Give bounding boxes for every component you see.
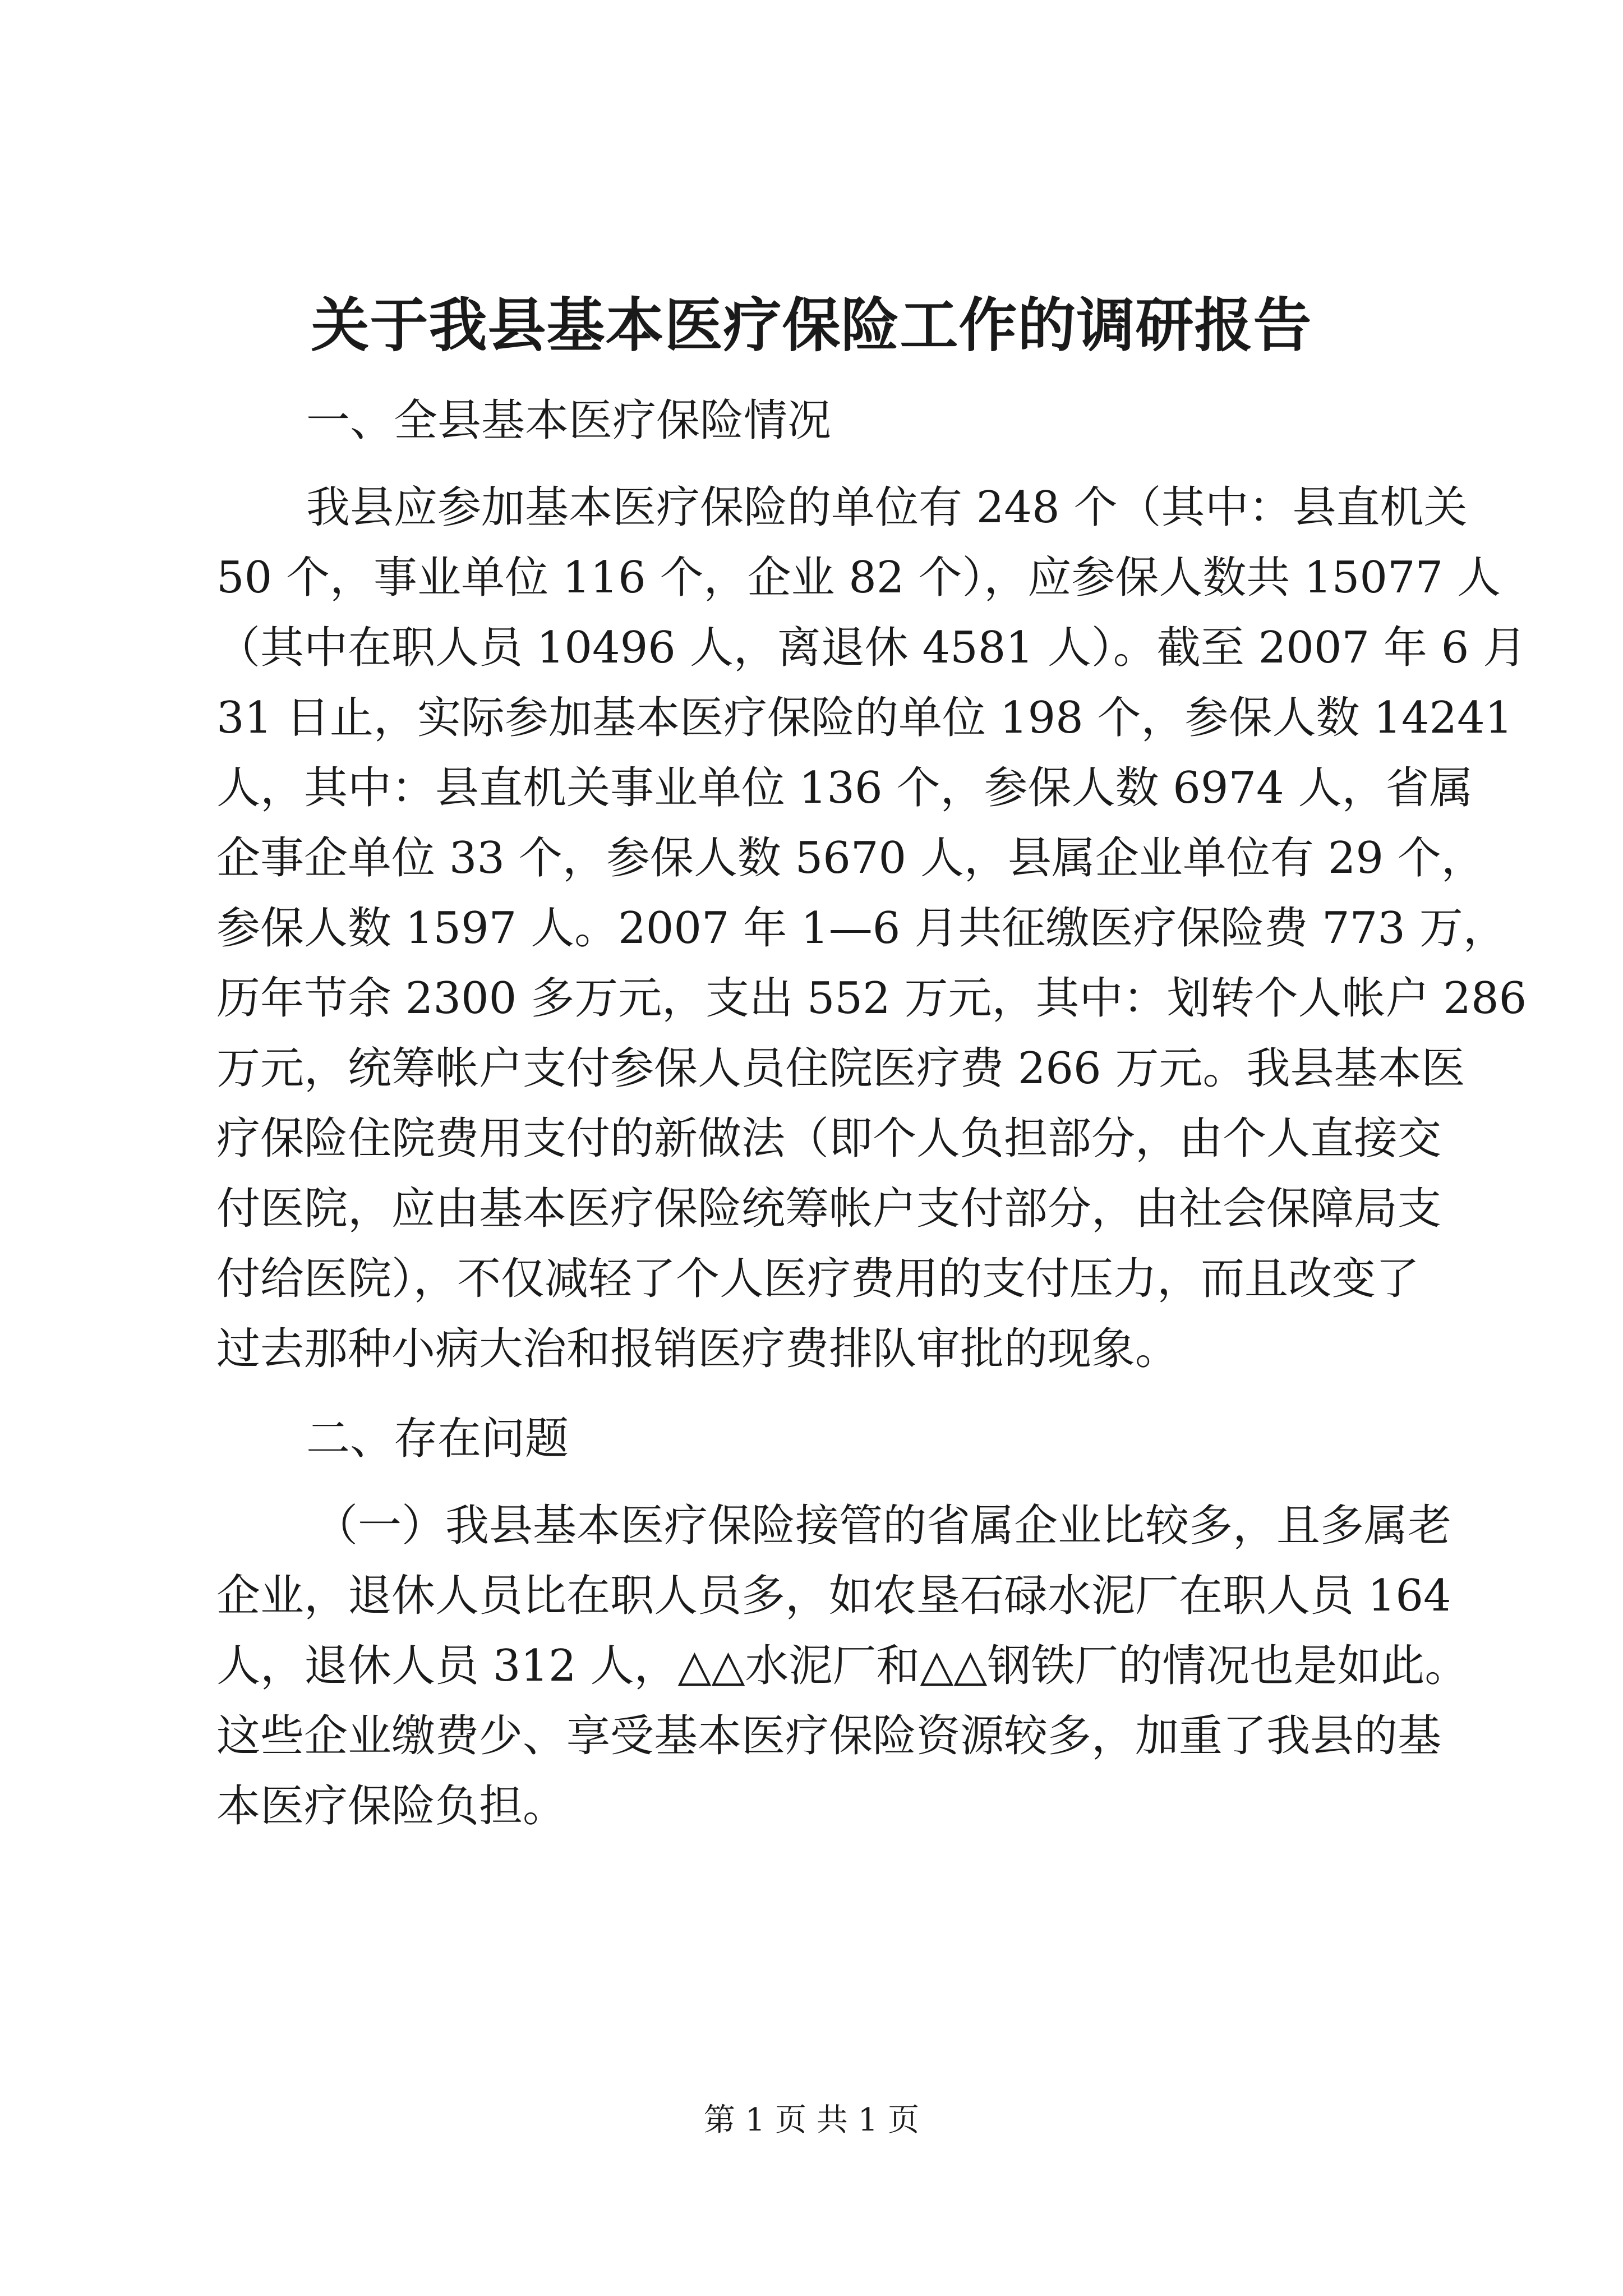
paragraph-2-line: 本医疗保险负担。	[216, 1781, 567, 1832]
paragraph-2-line: 企业，退休人员比在职人员多，如农垦石碌水泥厂在职人员 164	[216, 1571, 1451, 1621]
section-heading-2: 二、存在问题	[306, 1414, 569, 1464]
paragraph-1-line: 历年节余 2300 多万元，支出 552 万元，其中：划转个人帐户 286	[216, 973, 1527, 1024]
document-title: 关于我县基本医疗保险工作的调研报告	[311, 291, 1312, 360]
paragraph-1-line: 50 个，事业单位 116 个，企业 82 个），应参保人数共 15077 人	[216, 553, 1501, 603]
paragraph-1-line: 付医院，应由基本医疗保险统筹帐户支付部分，由社会保障局支	[216, 1184, 1442, 1234]
paragraph-1-line: 31 日止，实际参加基本医疗保险的单位 198 个，参保人数 14241	[216, 693, 1513, 743]
paragraph-1-line: 过去那种小病大治和报销医疗费排队审批的现象。	[216, 1324, 1179, 1374]
paragraph-1-line: （其中在职人员 10496 人，离退休 4581 人）。截至 2007 年 6 月	[216, 623, 1527, 673]
paragraph-1-line: 疗保险住院费用支付的新做法（即个人负担部分，由个人直接交	[216, 1114, 1442, 1164]
paragraph-2-line: 这些企业缴费少、享受基本医疗保险资源较多，加重了我县的基	[216, 1711, 1442, 1761]
paragraph-1-line: 参保人数 1597 人。2007 年 1—6 月共征缴医疗保险费 773 万，	[216, 903, 1507, 954]
paragraph-1-line: 人，其中：县直机关事业单位 136 个，参保人数 6974 人，省属	[216, 763, 1473, 813]
page-footer: 第 1 页 共 1 页	[703, 2102, 920, 2138]
paragraph-1-line: 我县应参加基本医疗保险的单位有 248 个（其中：县直机关	[306, 482, 1468, 533]
section-heading-1: 一、全县基本医疗保险情况	[306, 395, 832, 446]
paragraph-1-line: 企事企单位 33 个，参保人数 5670 人，县属企业单位有 29 个，	[216, 833, 1485, 884]
paragraph-1-line: 万元，统筹帐户支付参保人员住院医疗费 266 万元。我县基本医	[216, 1043, 1465, 1094]
paragraph-2-line: （一）我县基本医疗保险接管的省属企业比较多，且多属老	[314, 1501, 1452, 1551]
paragraph-2-line: 人，退休人员 312 人，△△水泥厂和△△钢铁厂的情况也是如此。	[216, 1641, 1469, 1691]
paragraph-1-line: 付给医院），不仅减轻了个人医疗费用的支付压力，而且改变了	[216, 1254, 1420, 1304]
